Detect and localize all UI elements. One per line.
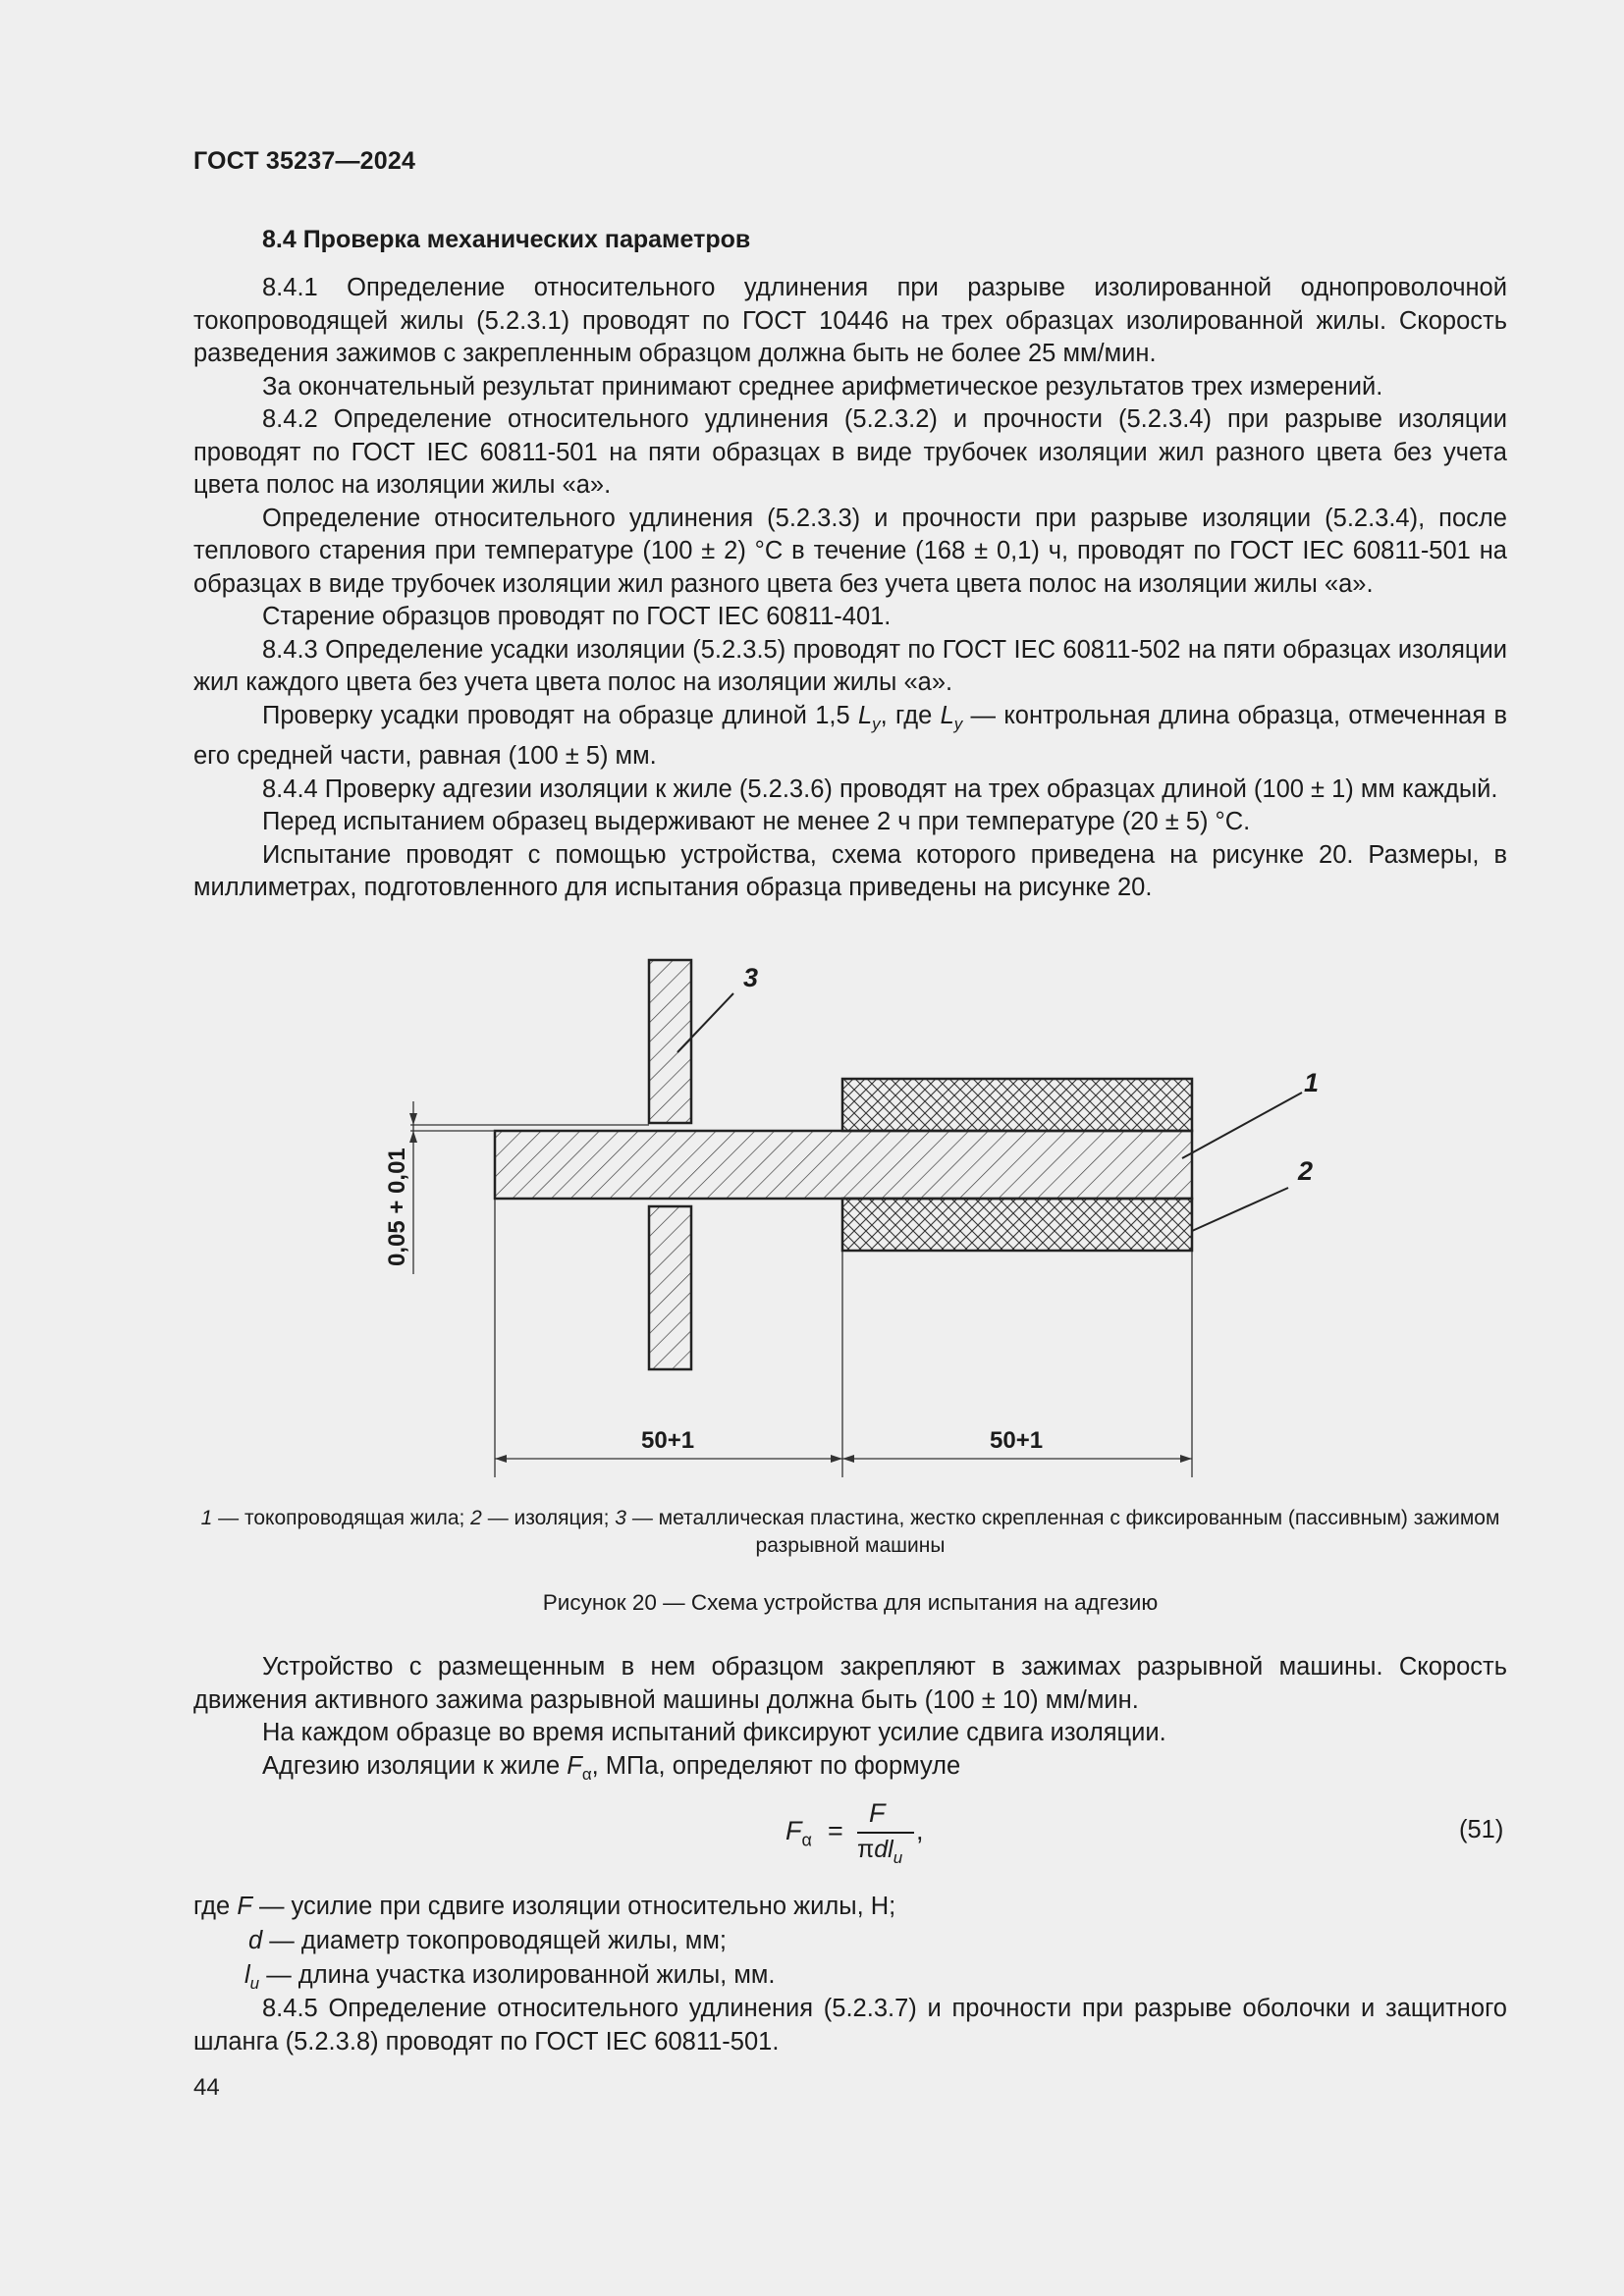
formula-number: (51) — [1459, 1816, 1504, 1843]
insulation-bottom — [842, 1199, 1192, 1251]
metal-plate-top — [649, 960, 691, 1123]
dim-right-label: 50+1 — [990, 1427, 1044, 1454]
label-1: 1 — [1304, 1068, 1320, 1097]
metal-plate-bottom — [649, 1206, 691, 1369]
text-block-after-figure — [193, 1651, 1507, 1790]
paragraph: 8.4.4 Проверку адгезии изоляции к жиле (5.2.3.6) проводят на трех образцах длиной (100 ± 1) мм каждый. — [262, 774, 1498, 803]
where-item-d: d — диаметр токопроводящей жилы, мм; — [248, 1927, 727, 1954]
leader-line-1 — [1182, 1093, 1302, 1158]
paragraph: На каждом образце во время испытаний фиксируют усилие сдвига изоляции. — [262, 1719, 1166, 1746]
paragraph: 8.4.5 Определение относительного удлинения (5.2.3.7) и прочности при разрыве оболочки и защитного шланга (5.2.3.8) проводят по ГОСТ IEC 60811-501. — [193, 1995, 1507, 2056]
formula-51: $F_\alpha$ = F πdl$_u$ , — [785, 1798, 924, 1867]
conductor-core — [495, 1131, 1192, 1199]
document-header: ГОСТ 35237—2024 — [193, 147, 416, 175]
paragraph: Определение относительного удлинения (5.2.3.3) и прочности при разрыве изоляции (5.2.3.4), после теплового старения при температуре (100 ± 2) °С в течение (168 ± 0,1) ч, проводят по ГОСТ IEC 60811-501 на образцах в виде трубочек изоляции жил разного цвета без учета цвета полос на изоляции жилы «а». — [193, 504, 1507, 598]
paragraph: 8.4.2 Определение относительного удлинения (5.2.3.2) и прочности (5.2.3.4) при разрыве изоляции проводят по ГОСТ IEC 60811-501 на пяти образцах в виде трубочек изоляции жил разного цвета без учета цвета полос на изоляции жилы «а». — [193, 405, 1507, 499]
paragraph: Старение образцов проводят по ГОСТ IEC 60811-401. — [262, 603, 892, 630]
label-2: 2 — [1298, 1156, 1314, 1186]
paragraph: 8.4.1 Определение относительного удлинения при разрыве изолированной однопроволочной токопроводящей жилы (5.2.3.1) проводят по ГОСТ 10446 на трех образцах изолированной жилы. Скорость разведения зажимов с закрепленным образцом должна быть не более 25 мм/мин. — [193, 274, 1507, 367]
where-item-lu: $l_u$ — длина участка изолированной жилы, мм. — [244, 1961, 776, 1994]
where-item-F: где F — усилие при сдвиге изоляции относительно жилы, Н; — [193, 1893, 896, 1920]
paragraph: Испытание проводят с помощью устройства, схема которого приведена на рисунке 20. Размеры, в миллиметрах, подготовленного для испытания образца приведены на рисунке 20. — [193, 840, 1507, 902]
page-number: 44 — [193, 2074, 220, 2101]
insulation-top — [842, 1079, 1192, 1131]
paragraph-adhesion: Адгезию изоляции к жиле $F_\alpha$, МПа, определяют по формуле — [262, 1751, 961, 1784]
section-title: 8.4 Проверка механических параметров — [262, 226, 751, 253]
where-list — [193, 1890, 895, 1993]
paragraph: Перед испытанием образец выдерживают не менее 2 ч при температуре (20 ± 5) °С. — [262, 808, 1251, 836]
text-block-top — [193, 272, 1507, 905]
paragraph: 8.4.3 Определение усадки изоляции (5.2.3.5) проводят по ГОСТ IEC 60811-502 на пяти образцах изоляции жил каждого цвета без учета цвета полос на изоляции жилы «а». — [193, 635, 1507, 696]
dim-left-label: 50+1 — [641, 1427, 695, 1454]
text-block-845 — [193, 1993, 1507, 2058]
paragraph: За окончательный результат принимают среднее арифметическое результатов трех измерений. — [262, 372, 1383, 400]
figure-title: Рисунок 20 — Схема устройства для испытания на адгезию — [542, 1590, 1159, 1615]
paragraph: Устройство с размещенным в нем образцом закрепляют в зажимах разрывной машины. Скорость движения активного зажима разрывной машины должна быть (100 ± 10) мм/мин. — [193, 1653, 1507, 1714]
figure-20-diagram — [0, 942, 1624, 1492]
figure-legend: 1 — токопроводящая жила; 2 — изоляция; 3 — металлическая пластина, жестко скрепленная с фиксированным (пассивным) зажимом разрывной машины — [200, 1507, 1500, 1557]
paragraph-shrink: Проверку усадки проводят на образце длиной 1,5 $L_y$, где $L_y$ — контрольная длина образца, отмеченная в его средней части, равная (100 ± 5) мм. — [193, 701, 1507, 771]
dim-gap-label: 0,05 + 0,01 — [384, 1148, 410, 1266]
leader-line-2 — [1192, 1188, 1288, 1231]
label-3: 3 — [743, 963, 759, 992]
